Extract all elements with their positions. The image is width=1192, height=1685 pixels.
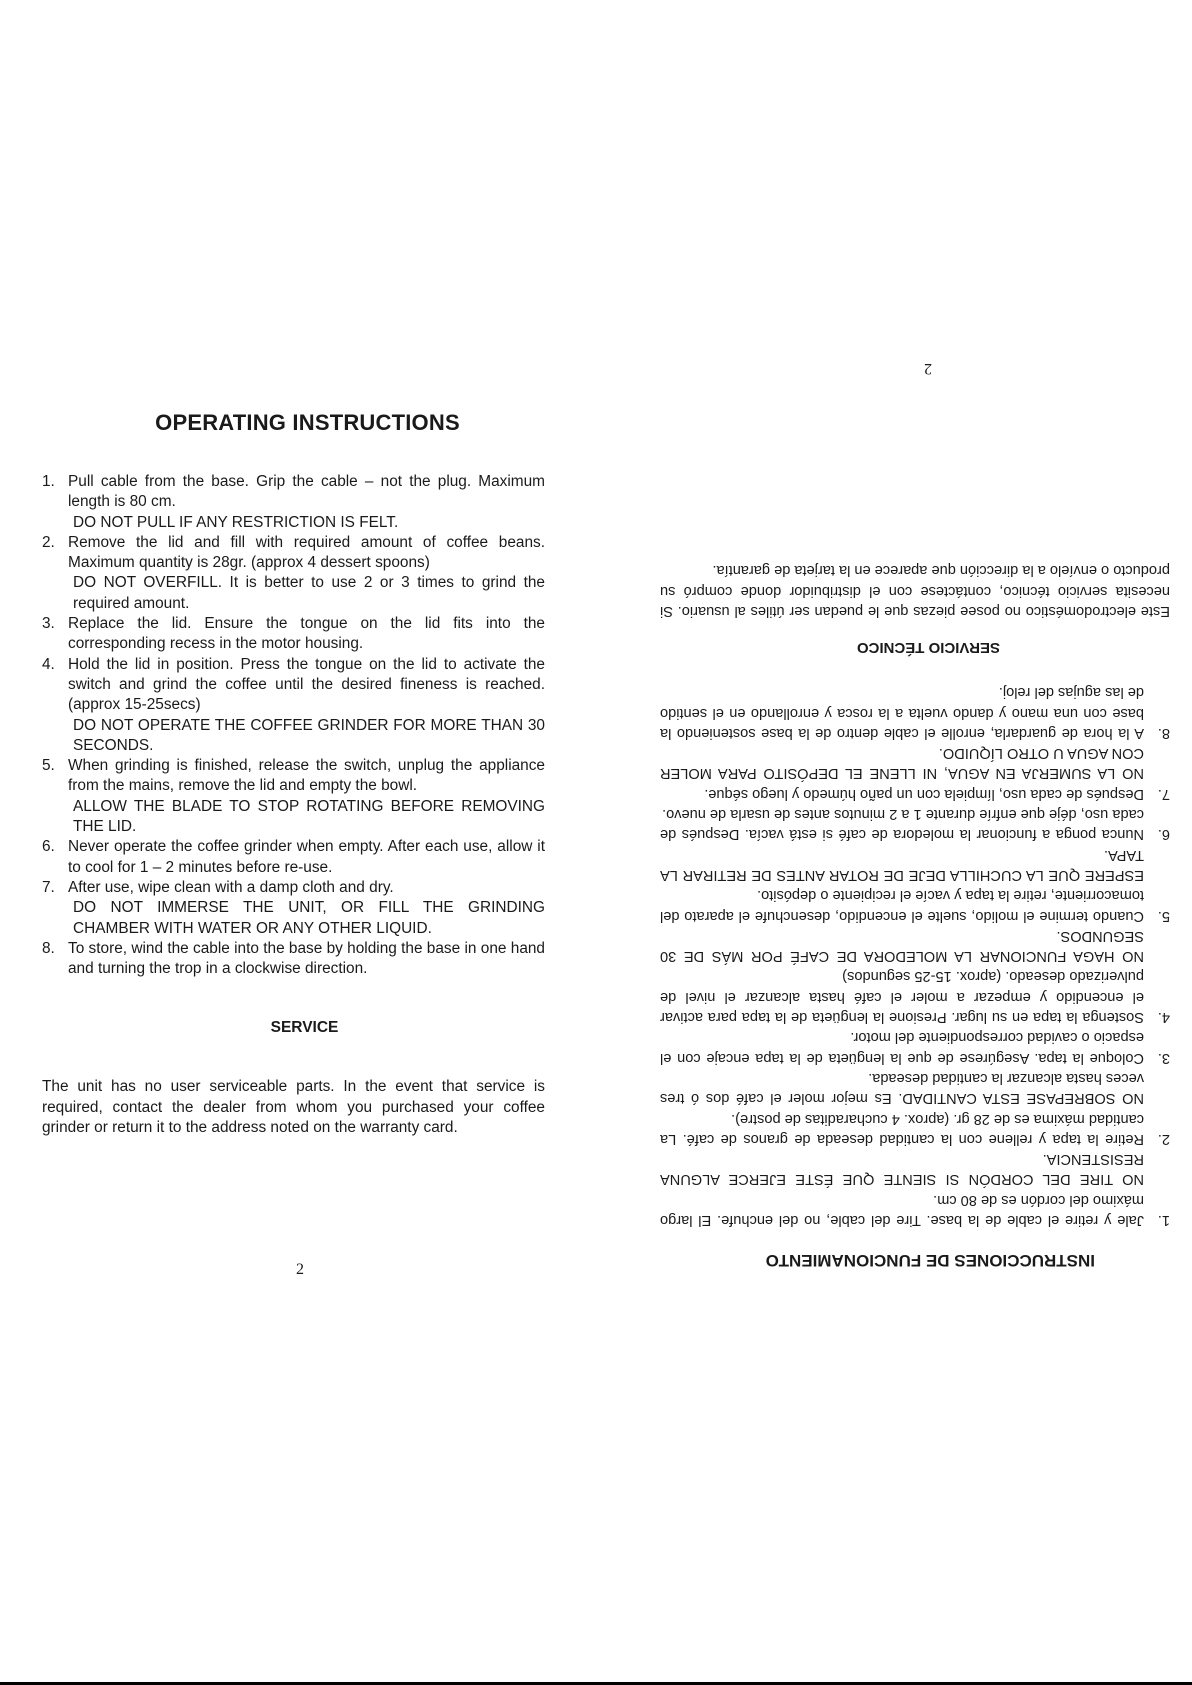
english-step-1 [42, 472, 545, 533]
step-text: Remove the lid and fill with required amount of coffee beans. Maximum quantity is 28gr. (approx 4 dessert spoons) [68, 533, 545, 572]
english-page-number: 2 [296, 1261, 304, 1278]
step-number: 7. [1157, 785, 1170, 802]
step-number: 3. [1157, 1049, 1170, 1066]
step-number: 5. [42, 757, 55, 775]
step-warning: DO NOT PULL IF ANY RESTRICTION IS FELT. [73, 513, 399, 531]
step-text: Coloque la tapa. Asegúrese de que la lengüeta de la tapa encaje con el espacio o cavidad correspondiente del motor. [660, 1029, 1144, 1066]
english-steps [42, 472, 545, 979]
step-text: Pull cable from the base. Grip the cable – not the plug. Maximum length is 80 cm. [68, 473, 545, 511]
step-warning: NO SOBREPASE ESTA CANTIDAD. Es mejor moler el café dos ó tres veces hasta alcanzar la cantidad deseada. [660, 1069, 1144, 1107]
english-step-5 [42, 756, 545, 837]
spanish-page-number: 2 [924, 360, 932, 377]
spanish-service-title: SERVICIO TÉCNICO [856, 638, 1000, 656]
step-number: 4. [1157, 1009, 1170, 1026]
english-service-text: The unit has no user serviceable parts. In the event that service is required, contact the dealer from whom you purchased your coffee grinder or return it to the address noted on the warranty card. [42, 1078, 545, 1137]
spanish-page-rotated [660, 360, 1170, 1270]
step-number: 4. [42, 655, 55, 673]
spanish-step-1 [660, 1149, 1170, 1230]
spanish-service-text: Este electrodoméstico no posee piezas que le puedan ser útiles al usuario. Si necesita servicio técnico, contáctese con el distribuidor donde compró su producto o envíelo a la dirección que aparece en la tarjeta de garantía. [660, 562, 1170, 619]
spanish-steps [660, 682, 1170, 1230]
step-text: Never operate the coffee grinder when empty. After each use, allow it to cool for 1 – 2 minutes before re-use. [68, 838, 545, 876]
step-text: A la hora de guardarla, enrolle el cable dentro de la base sosteniendo la base con una mano y dando vuelta a la rosca y enrollando en el sentido de las agujas del reloj. [660, 684, 1144, 741]
step-text: Hold the lid in position. Press the tongue on the lid to activate the switch and grind the coffee until the desired fineness is reached. (approx 15-25secs) [68, 655, 545, 714]
step-number: 1. [42, 473, 55, 490]
spanish-title: INSTRUCCIONES DE FUNCIONAMIENTO [765, 1251, 1095, 1270]
step-text: After use, wipe clean with a damp cloth and dry. [68, 878, 394, 896]
step-text: Sostenga la tapa en su lugar. Presione la lengüeta de la tapa para activar el encendido y empezar a moler el café hasta alcanzar el nivel de pulverizado deseado. (aprox. 15-25 segundos) [660, 968, 1144, 1026]
spanish-step-5 [660, 844, 1170, 925]
english-step-6 [42, 837, 545, 878]
step-number: 7. [42, 878, 55, 896]
step-number: 8. [1157, 724, 1170, 741]
english-step-8 [42, 939, 545, 980]
english-step-7 [42, 878, 545, 939]
spanish-step-3 [660, 1027, 1170, 1068]
step-warning: ESPERE QUE LA CUCHILLA DEJE DE ROTAR ANTES DE RETIRAR LA TAPA. [660, 846, 1144, 883]
step-number: 1. [1157, 1212, 1170, 1228]
spanish-step-7 [660, 743, 1170, 804]
step-warning: DO NOT IMMERSE THE UNIT, OR FILL THE GRINDING CHAMBER WITH WATER OR ANY OTHER LIQUID. [73, 899, 545, 937]
step-text: Replace the lid. Ensure the tongue on the lid fits into the corresponding recess in the motor housing. [68, 615, 545, 653]
spanish-step-2 [660, 1068, 1170, 1149]
step-text: To store, wind the cable into the base by holding the base in one hand and turning the trop in a clockwise direction. [68, 939, 545, 978]
english-service-title: SERVICE [270, 1019, 339, 1037]
step-warning: NO LA SUMERJA EN AGUA, NI LLENE EL DEPÓSITO PARA MOLER CON AGUA U OTRO LÍQUIDO. [660, 745, 1144, 782]
english-step-3 [42, 614, 545, 655]
step-number: 8. [42, 939, 55, 957]
step-text: Jale y retire el cable de la base. Tire del cable, no del enchufe. El largo máximo del cordón es de 80 cm. [660, 1191, 1144, 1228]
english-step-4 [42, 655, 545, 756]
step-number: 6. [42, 838, 55, 856]
step-warning: ALLOW THE BLADE TO STOP ROTATING BEFORE REMOVING THE LID. [73, 797, 545, 836]
step-text: Cuando termine el molido, suelte el encendido, desenchufe el aparato del tomacorriente, retire la tapa y vacíe el recipiente o depósito. [660, 887, 1144, 924]
step-number: 6. [1157, 826, 1170, 843]
step-warning: NO HAGA FUNCIONAR LA MOLEDORA DE CAFÉ POR MÁS DE 30 SEGUNDOS. [660, 927, 1144, 965]
step-number: 3. [42, 615, 55, 633]
step-text: Retire la tapa y rellene con la cantidad deseada de granos de café. La cantidad máxima es de 28 gr. (aprox. 4 cucharaditas de postre). [660, 1110, 1144, 1147]
step-number: 2. [42, 533, 55, 551]
step-number: 5. [1157, 907, 1170, 924]
english-step-2 [42, 533, 545, 614]
english-page [42, 410, 545, 1138]
spanish-step-8 [660, 682, 1170, 743]
spanish-step-4 [660, 926, 1170, 1027]
step-text: Después de cada uso, límpiela con un paño húmedo y luego séque. [704, 785, 1144, 802]
step-warning: DO NOT OVERFILL. It is better to use 2 or 3 times to grind the required amount. [73, 574, 545, 612]
spanish-step-6 [660, 804, 1170, 845]
step-text: When grinding is finished, release the switch, unplug the appliance from the mains, remove the lid and empty the bowl. [68, 757, 545, 795]
english-title: OPERATING INSTRUCTIONS [155, 410, 460, 435]
step-number: 2. [1157, 1130, 1170, 1147]
step-warning: DO NOT OPERATE THE COFFEE GRINDER FOR MORE THAN 30 SECONDS. [73, 716, 545, 754]
step-warning: NO TIRE DEL CORDÓN SI SIENTE QUE ÉSTE EJERCE ALGUNA RESISTENCIA. [660, 1151, 1144, 1188]
step-text: Nunca ponga a funcionar la moledora de café si está vacía. Después de cada uso, déje que enfríe durante 1 a 2 minutos antes de usarla de nuevo. [660, 806, 1144, 843]
